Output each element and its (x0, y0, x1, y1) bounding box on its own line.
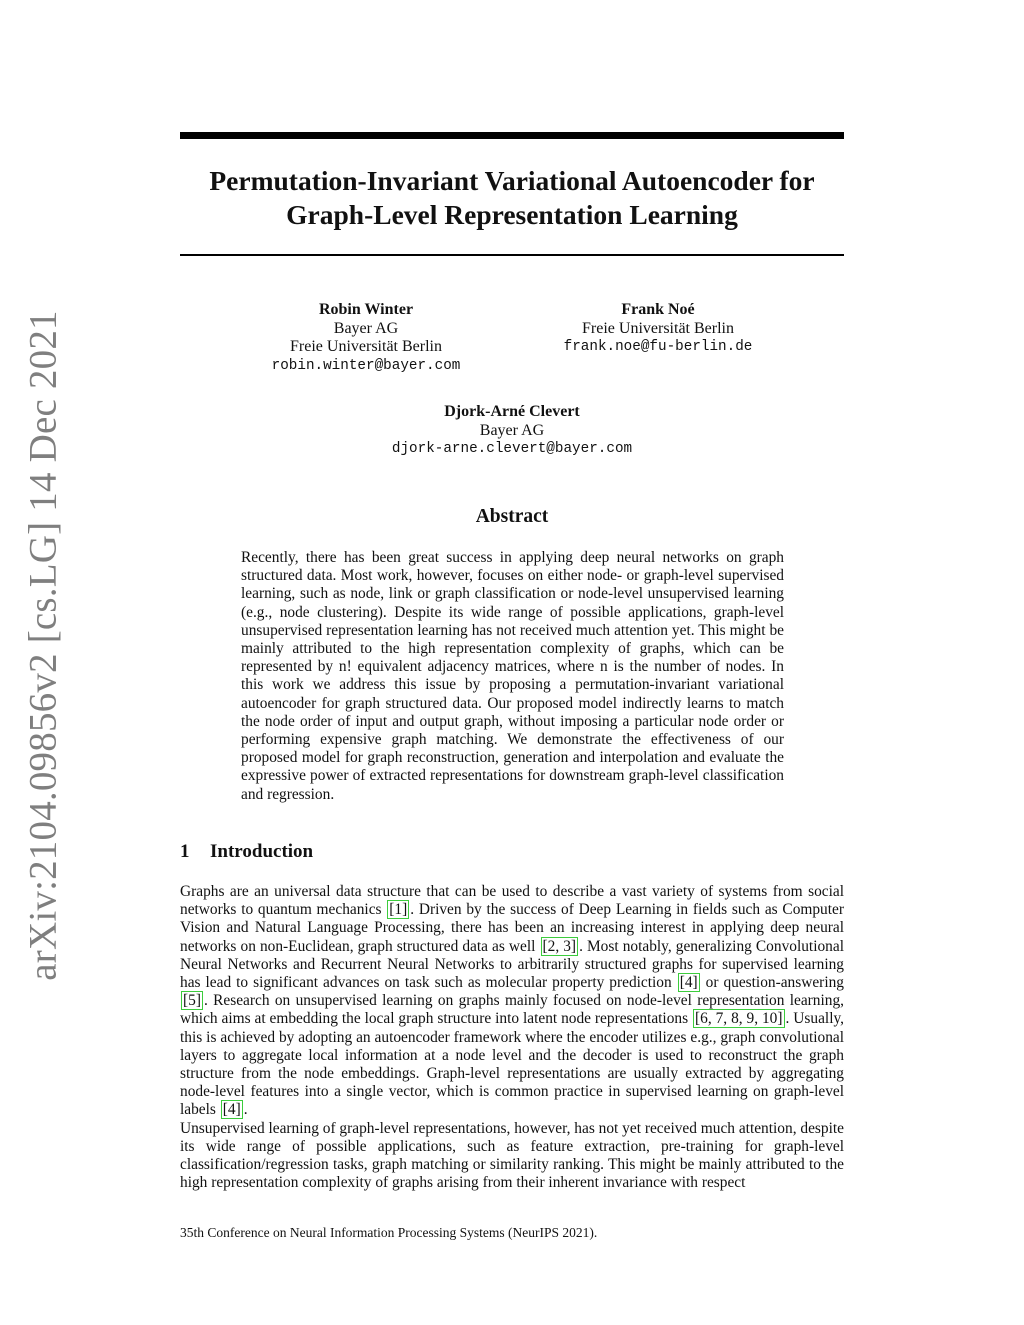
author-affiliation: Freie Universität Berlin (582, 319, 734, 337)
author-affiliation: Bayer AG (333, 319, 399, 337)
introduction-body (180, 883, 844, 1192)
author-name: Djork-Arné Clevert (444, 403, 580, 420)
citation-link[interactable]: [4] (679, 974, 698, 992)
author-name: Robin Winter (318, 301, 414, 318)
citation-link[interactable]: [2, 3] (542, 937, 577, 955)
citation-link[interactable]: [1] (389, 901, 408, 919)
intro-text: Graphs are an universal data structure that can be used to describe a vast variety of systems from social networks to quantum mechanics (180, 883, 844, 919)
author-affiliation: Bayer AG (479, 421, 545, 439)
abstract-heading: Abstract (475, 506, 549, 527)
section-title: Introduction (210, 841, 314, 862)
intro-text: . Usually, this is achieved by adopting an autoencoder framework where the encoder utilizes e.g., graph convolutional layers to aggregate local information at a node level and the decoder is used to reconstruct the graph structure from the node embeddings. Graph-level representations are usually extracted by aggregating node-level features into a single vector, which is common practice in supervised learning on graph-level labels (180, 1010, 845, 1119)
author-block (352, 403, 672, 459)
intro-paragraph: Unsupervised learning of graph-level representations, however, has not yet received much attention, despite its wide range of possible applications, such as feature extraction, pre-training for graph-level classification/regression tasks, graph matching or similarity ranking. This might be mainly attributed to the high representation complexity of graphs arising from their inherent invariance with respect (180, 1119, 844, 1192)
abstract-text: Recently, there has been great success in applying deep neural networks on graph structured data. Most work, however, focuses on either node- or graph-level supervised learning, such as node, link or graph classification or node-level unsupervised learning (e.g., node clustering). Despite its wide range of possible applications, graph-level unsupervised representation learning has not received much attention yet. This might be mainly attributed to the high representation complexity of graphs, which can be represented by n! equivalent adjacency matrices, where n is the number of nodes. In this work we address this issue by proposing a permutation-invariant variational autoencoder for graph structured data. Our proposed model indirectly learns to match the node order of input and output graph, without imposing a particular node order or performing expensive graph matching. We demonstrate the effectiveness of our proposed model for graph reconstruction, generation and interpolation and evaluate the expressive power of extracted representations for downstream graph-level classification and regression. (241, 549, 784, 803)
author-name: Frank Noé (621, 301, 695, 318)
section-number: 1 (180, 841, 190, 862)
intro-text: . (243, 1101, 248, 1119)
author-email[interactable]: robin.winter@bayer.com (271, 357, 461, 374)
author-email[interactable]: frank.noe@fu-berlin.de (563, 339, 753, 355)
conference-footnote: 35th Conference on Neural Information Processing Systems (NeurIPS 2021). (180, 1225, 598, 1240)
title-top-rule (180, 132, 844, 139)
author-block (246, 301, 486, 375)
title-bottom-rule (180, 254, 844, 256)
intro-paragraph (180, 883, 844, 1120)
citation-link[interactable]: [5] (183, 992, 201, 1010)
author-affiliation: Freie Universität Berlin (290, 338, 442, 355)
arxiv-stamp-text: arXiv:2104.09856v2 [cs.LG] 14 Dec 2021 (21, 309, 65, 981)
author-email[interactable]: djork-arne.clevert@bayer.com (391, 441, 633, 457)
intro-text: . Most notably, generalizing Convolutional Neural Networks and Recurrent Neural Networks to arbitrarily structured graphs for supervised learning has lead to significant advances on task such as molecular property prediction (180, 937, 844, 992)
intro-text: or question-answering (700, 974, 844, 992)
intro-text: . Driven by the success of Deep Learning in fields such as Computer Vision and Natural Language Processing, there has been an increasing interest in applying deep neural networks on non-Euclidean, graph structured data as well (180, 901, 844, 955)
citation-link[interactable]: [6, 7, 8, 9, 10] (695, 1010, 783, 1028)
author-block (538, 301, 778, 357)
arxiv-stamp (18, 309, 68, 981)
citation-link[interactable]: [4] (222, 1101, 241, 1119)
intro-text: . Research on unsupervised learning on graphs mainly focused on node-level representation learning, which aims at embedding the local graph structure into latent node representations (180, 992, 844, 1028)
section-heading (180, 841, 313, 863)
paper-title: Permutation-Invariant Variational Autoencoder for Graph-Level Representation Learning (209, 165, 815, 230)
